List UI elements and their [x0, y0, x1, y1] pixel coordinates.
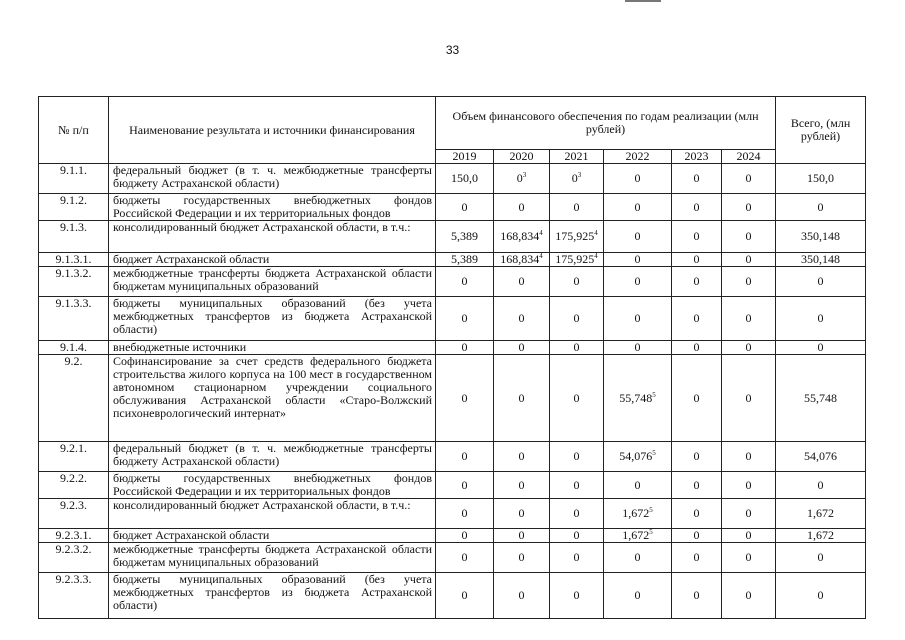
table-row — [39, 341, 866, 355]
year-value: 0 — [745, 311, 752, 325]
header-name: Наименование результата и источники финансирования — [109, 97, 436, 164]
year-value-cell — [604, 442, 672, 472]
year-value-cell — [722, 221, 776, 253]
year-value-cell — [604, 297, 672, 341]
year-value: 0 — [518, 449, 525, 463]
footnote-mark: 4 — [594, 229, 598, 237]
year-value-cell — [550, 573, 604, 619]
year-value: 5,389 — [451, 229, 478, 243]
year-value: 0 — [634, 340, 641, 354]
table-row — [39, 355, 866, 442]
year-value: 0 — [461, 477, 468, 492]
footnote-mark: 4 — [594, 252, 598, 260]
row-name: федеральный бюджет (в т. ч. межбюджетные трансферты бюджету Астраханской области) — [109, 442, 436, 472]
year-value-cell — [494, 297, 550, 341]
year-value: 0 — [461, 449, 468, 463]
year-header: 2019 — [436, 150, 494, 164]
year-value: 0 — [634, 274, 641, 288]
year-value: 1,672 — [622, 528, 650, 542]
year-value-cell — [436, 543, 494, 573]
row-code: 9.2.3.3. — [39, 573, 109, 619]
year-value-cell — [436, 442, 494, 472]
year-value-cell — [550, 442, 604, 472]
table-row — [39, 253, 866, 267]
footnote-mark: 3 — [522, 171, 527, 179]
year-value: 0 — [693, 588, 700, 602]
year-value: 0 — [634, 229, 641, 243]
year-value: 0 — [745, 449, 752, 463]
year-value: 0 — [693, 550, 700, 564]
year-value-cell — [494, 253, 550, 267]
year-value: 0 — [518, 588, 525, 602]
year-value-cell — [722, 164, 776, 194]
table-row — [39, 221, 866, 253]
year-value: 0 — [693, 340, 700, 354]
year-value-cell — [672, 573, 722, 619]
year-header: 2024 — [722, 150, 776, 164]
year-value-cell — [494, 194, 550, 221]
row-code: 9.1.3.1. — [39, 253, 109, 267]
footnote-mark: 4 — [539, 229, 543, 237]
year-value-cell — [672, 499, 722, 529]
year-header: 2022 — [604, 150, 672, 164]
year-value-cell — [494, 472, 550, 499]
year-value-cell — [494, 543, 550, 573]
row-total: 0 — [776, 472, 866, 499]
year-value: 0 — [745, 199, 752, 214]
year-value-cell — [550, 529, 604, 543]
year-value: 0 — [745, 274, 752, 288]
year-value: 0 — [573, 340, 580, 354]
header-num: № п/п — [39, 97, 109, 164]
year-value-cell — [550, 355, 604, 442]
year-value: 0 — [518, 311, 525, 325]
year-value: 0 — [634, 550, 641, 564]
table-row — [39, 164, 866, 194]
year-value: 0 — [693, 311, 700, 325]
year-value: 0 — [461, 274, 468, 288]
year-value: 0 — [461, 340, 468, 354]
year-value: 0 — [634, 588, 641, 602]
year-value: 55,748 — [619, 390, 653, 405]
year-value-cell — [436, 164, 494, 194]
footnote-mark: 3 — [577, 171, 582, 179]
row-total: 350,148 — [776, 221, 866, 253]
year-value-cell — [604, 499, 672, 529]
row-code: 9.2.3.1. — [39, 529, 109, 543]
year-value: 0 — [518, 528, 525, 542]
year-value-cell — [604, 543, 672, 573]
year-value-cell — [722, 573, 776, 619]
year-value: 175,925 — [555, 252, 595, 266]
year-value: 0 — [634, 477, 641, 492]
year-value: 0 — [461, 588, 468, 602]
year-value-cell — [672, 297, 722, 341]
year-value: 0 — [571, 171, 578, 185]
year-value-cell — [604, 573, 672, 619]
footnote-mark: 4 — [539, 252, 543, 260]
row-name: бюджет Астраханской области — [109, 253, 436, 267]
year-value-cell — [436, 573, 494, 619]
year-value-cell — [494, 355, 550, 442]
year-value: 0 — [461, 390, 468, 405]
year-value-cell — [550, 499, 604, 529]
row-name: консолидированный бюджет Астраханской области, в т.ч.: — [109, 499, 436, 529]
year-value-cell — [722, 267, 776, 297]
year-value-cell — [494, 341, 550, 355]
year-value-cell — [604, 194, 672, 221]
row-code: 9.2. — [39, 355, 109, 442]
year-value: 0 — [518, 340, 525, 354]
year-header: 2021 — [550, 150, 604, 164]
year-value: 0 — [518, 477, 525, 492]
year-value-cell — [672, 221, 722, 253]
table-row — [39, 267, 866, 297]
year-value-cell — [722, 194, 776, 221]
year-value: 150,0 — [451, 171, 478, 185]
year-value: 0 — [693, 528, 700, 542]
year-value: 0 — [745, 229, 752, 243]
year-value: 0 — [573, 588, 580, 602]
year-value: 0 — [461, 528, 468, 542]
year-value: 0 — [573, 311, 580, 325]
year-value: 0 — [573, 550, 580, 564]
year-value-cell — [494, 499, 550, 529]
year-value-cell — [604, 267, 672, 297]
header-total: Всего, (млн рублей) — [776, 97, 866, 164]
year-value-cell — [604, 253, 672, 267]
year-value-cell — [672, 164, 722, 194]
year-value-cell — [436, 499, 494, 529]
year-value-cell — [722, 253, 776, 267]
year-value: 0 — [461, 506, 468, 520]
year-value: 0 — [745, 477, 752, 492]
table-row — [39, 573, 866, 619]
row-name: Софинансирование за счет средств федерального бюджета строительства жилого корпуса на 100 мест в государственном автономном стационарном учреждении социального обслуживания Астраханской области «Старо-Волжский психоневрологический интернат» — [109, 355, 436, 442]
row-total: 0 — [776, 297, 866, 341]
year-value-cell — [604, 472, 672, 499]
year-value-cell — [672, 543, 722, 573]
year-value: 0 — [745, 528, 752, 542]
row-name: консолидированный бюджет Астраханской области, в т.ч.: — [109, 221, 436, 253]
year-value-cell — [672, 194, 722, 221]
year-value: 0 — [518, 274, 525, 288]
year-value-cell — [672, 267, 722, 297]
row-name: бюджеты муниципальных образований (без учета межбюджетных трансфертов из бюджета Астраханской области) — [109, 573, 436, 619]
year-value-cell — [550, 472, 604, 499]
year-value-cell — [494, 221, 550, 253]
year-value: 0 — [573, 274, 580, 288]
table-row — [39, 194, 866, 221]
year-value: 0 — [693, 274, 700, 288]
row-code: 9.2.3. — [39, 499, 109, 529]
year-value-cell — [722, 543, 776, 573]
table-row — [39, 529, 866, 543]
row-name: бюджеты государственных внебюджетных фондов Российской Федерации и их территориальных фондов — [109, 194, 436, 221]
row-name: межбюджетные трансферты бюджета Астраханской области бюджетам муниципальных образований — [109, 543, 436, 573]
year-value-cell — [722, 297, 776, 341]
row-total: 55,748 — [776, 355, 866, 442]
year-value-cell — [550, 543, 604, 573]
year-value-cell — [722, 442, 776, 472]
row-name: межбюджетные трансферты бюджета Астраханской области бюджетам муниципальных образований — [109, 267, 436, 297]
year-value: 0 — [634, 311, 641, 325]
footnote-mark: 5 — [652, 449, 656, 457]
row-code: 9.1.1. — [39, 164, 109, 194]
year-value-cell — [604, 341, 672, 355]
row-code: 9.1.3.3. — [39, 297, 109, 341]
year-value-cell — [550, 194, 604, 221]
year-value: 0 — [573, 477, 580, 492]
year-value: 0 — [573, 199, 580, 214]
year-value: 168,834 — [500, 252, 540, 266]
year-value-cell — [436, 297, 494, 341]
year-value-cell — [722, 355, 776, 442]
row-code: 9.1.3.2. — [39, 267, 109, 297]
year-value-cell — [672, 472, 722, 499]
row-name: бюджет Астраханской области — [109, 529, 436, 543]
table-row — [39, 499, 866, 529]
year-value: 0 — [693, 229, 700, 243]
year-value: 0 — [573, 449, 580, 463]
year-value-cell — [436, 253, 494, 267]
year-value: 0 — [518, 506, 525, 520]
page-number: 33 — [445, 43, 460, 57]
year-value: 0 — [745, 340, 752, 354]
year-value-cell — [672, 341, 722, 355]
year-value: 0 — [518, 199, 525, 214]
year-value: 54,076 — [619, 449, 653, 463]
year-value: 0 — [745, 171, 752, 185]
year-value-cell — [494, 573, 550, 619]
year-value: 168,834 — [500, 229, 540, 243]
year-value-cell — [436, 221, 494, 253]
year-value: 0 — [573, 506, 580, 520]
year-value: 1,672 — [622, 506, 650, 520]
table-row — [39, 297, 866, 341]
year-value-cell — [494, 267, 550, 297]
year-value-cell — [672, 529, 722, 543]
year-value: 0 — [745, 252, 752, 266]
year-value: 175,925 — [555, 229, 595, 243]
year-value: 0 — [573, 390, 580, 405]
year-value: 0 — [518, 390, 525, 405]
row-code: 9.1.2. — [39, 194, 109, 221]
row-name: бюджеты муниципальных образований (без учета межбюджетных трансфертов из бюджета Астраханской области) — [109, 297, 436, 341]
year-value-cell — [722, 472, 776, 499]
year-value-cell — [550, 164, 604, 194]
year-value-cell — [436, 194, 494, 221]
year-value-cell — [436, 341, 494, 355]
financing-table — [38, 96, 866, 619]
row-total: 150,0 — [776, 164, 866, 194]
row-total: 350,148 — [776, 253, 866, 267]
row-total: 1,672 — [776, 529, 866, 543]
year-value: 0 — [745, 390, 752, 405]
row-name: бюджеты государственных внебюджетных фондов Российской Федерации и их территориальных фондов — [109, 472, 436, 499]
row-code: 9.1.4. — [39, 341, 109, 355]
year-value-cell — [436, 355, 494, 442]
row-name: федеральный бюджет (в т. ч. межбюджетные трансферты бюджету Астраханской области) — [109, 164, 436, 194]
row-total: 0 — [776, 341, 866, 355]
row-code: 9.1.3. — [39, 221, 109, 253]
year-value-cell — [672, 253, 722, 267]
year-value: 0 — [693, 252, 700, 266]
year-value: 0 — [693, 199, 700, 214]
year-header: 2023 — [672, 150, 722, 164]
year-value-cell — [604, 164, 672, 194]
year-value-cell — [550, 253, 604, 267]
year-value-cell — [604, 355, 672, 442]
year-value: 0 — [693, 449, 700, 463]
year-value: 0 — [693, 506, 700, 520]
row-total: 0 — [776, 267, 866, 297]
year-value-cell — [722, 529, 776, 543]
row-total: 0 — [776, 573, 866, 619]
footnote-mark: 5 — [649, 528, 653, 536]
header-volume: Объем финансового обеспечения по годам реализации (млн рублей) — [436, 97, 776, 150]
year-value-cell — [550, 297, 604, 341]
year-value: 0 — [634, 252, 641, 266]
year-value: 0 — [634, 171, 641, 185]
row-total: 54,076 — [776, 442, 866, 472]
year-value: 0 — [516, 171, 523, 185]
year-value: 0 — [573, 528, 580, 542]
year-value-cell — [494, 529, 550, 543]
year-value: 5,389 — [451, 252, 478, 266]
year-value: 0 — [634, 199, 641, 214]
year-value-cell — [550, 267, 604, 297]
row-code: 9.2.2. — [39, 472, 109, 499]
table-row — [39, 543, 866, 573]
year-value-cell — [722, 499, 776, 529]
year-value: 0 — [693, 477, 700, 492]
year-value: 0 — [745, 588, 752, 602]
year-header: 2020 — [494, 150, 550, 164]
year-value-cell — [494, 442, 550, 472]
year-value: 0 — [693, 171, 700, 185]
scan-mark — [625, 0, 661, 2]
year-value-cell — [550, 221, 604, 253]
year-value: 0 — [461, 550, 468, 564]
row-total: 0 — [776, 543, 866, 573]
year-value-cell — [436, 267, 494, 297]
row-code: 9.2.1. — [39, 442, 109, 472]
footnote-mark: 5 — [649, 506, 653, 514]
year-value-cell — [604, 221, 672, 253]
year-value-cell — [494, 164, 550, 194]
row-code: 9.2.3.2. — [39, 543, 109, 573]
row-total: 1,672 — [776, 499, 866, 529]
year-value-cell — [550, 341, 604, 355]
year-value: 0 — [745, 506, 752, 520]
year-value: 0 — [745, 550, 752, 564]
year-value-cell — [436, 472, 494, 499]
year-value: 0 — [518, 550, 525, 564]
table-row — [39, 472, 866, 499]
year-value-cell — [604, 529, 672, 543]
year-value-cell — [672, 442, 722, 472]
footnote-mark: 5 — [652, 390, 656, 399]
table-row — [39, 442, 866, 472]
year-value: 0 — [461, 199, 468, 214]
row-name: внебюджетные источники — [109, 341, 436, 355]
year-value: 0 — [693, 390, 700, 405]
year-value-cell — [672, 355, 722, 442]
year-value-cell — [436, 529, 494, 543]
year-value-cell — [722, 341, 776, 355]
year-value: 0 — [461, 311, 468, 325]
row-total: 0 — [776, 194, 866, 221]
